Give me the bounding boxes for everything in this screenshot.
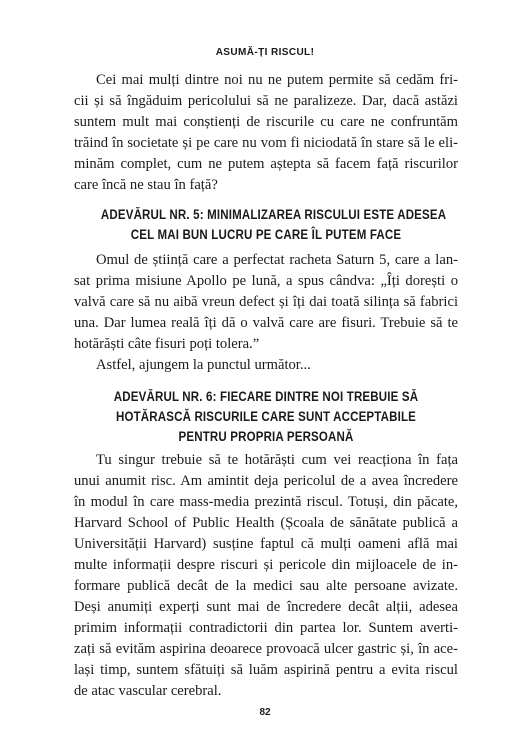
text-line: unui anumit risc. Am amintit deja pericolul de a avea încredere — [74, 473, 458, 489]
text-line: în modul în care mass-media prezintă riscul. Totuși, din păcate, — [74, 494, 458, 510]
section-heading-5 — [100, 205, 447, 245]
text-line: primim informații contradictorii din partea lor. Suntem averti- — [74, 620, 458, 636]
text-line: suntem mult mai conștienți de riscurile cu care ne confruntăm — [74, 114, 458, 130]
text-line: cii și să îngăduim pericolului să ne paralizeze. Dar, dacă astăzi — [74, 93, 458, 109]
text-line: sat prima misiune Apollo pe lună, a spus cândva: „Îți dorești o — [74, 273, 458, 289]
text-line: de atac vascular cerebral. — [74, 683, 222, 699]
heading-line: CEL MAI BUN LUCRU PE CARE ÎL PUTEM FACE — [130, 227, 402, 242]
text-line: lași timp, suntem sfătuiți să luăm aspirină pentru a evita riscul — [74, 662, 458, 678]
text-line: Cei mai mulți dintre noi nu ne putem permite să cedăm fri- — [96, 72, 458, 88]
heading-line: PENTRU PROPRIA PERSOANĂ — [178, 429, 354, 444]
text-line: zați să evităm aspirina deoarece provoacă ulcer gastric și, în ace- — [74, 641, 458, 657]
text-line: Universității Harvard) susține faptul că mulți oameni află mai — [74, 536, 458, 552]
heading-line: ADEVĂRUL NR. 5: MINIMALIZAREA RISCULUI ESTE ADESEA — [100, 207, 447, 222]
text-line: valvă care să nu aibă vreun defect și îți dai toată silința să fabrici — [74, 294, 458, 310]
text-line: minăm complet, cum ne putem aștepta să facem față riscurilor — [74, 156, 458, 172]
text-line: trăind în societate și pe care nu vom fi niciodată în stare să le eli- — [74, 135, 458, 151]
paragraph-2 — [74, 250, 458, 376]
page-number: 82 — [259, 707, 271, 718]
text-line: Tu singur trebuie să te hotărăști cum vei reacționa în fața — [96, 452, 458, 468]
paragraph-4 — [74, 450, 458, 702]
paragraph-3: Astfel, ajungem la punctul următor... — [96, 357, 311, 373]
text-line: una. Dar lumea reală îți dă o valvă care are fisuri. Trebuie să te — [74, 315, 458, 331]
text-line: Omul de știință care a perfectat racheta Saturn 5, care a lan- — [96, 252, 458, 268]
heading-line: HOTĂRASCĂ RISCURILE CARE SUNT ACCEPTABILE — [115, 409, 417, 424]
text-line: Harvard School of Public Health (Școala de sănătate publică a — [74, 515, 458, 531]
text-line: care încă ne stau în față? — [74, 177, 218, 193]
text-line: multe informații despre riscuri și pericole din mijloacele de in- — [74, 557, 458, 573]
text-line: hotărăști câte fisuri poți tolera.” — [74, 336, 260, 352]
section-heading-6 — [101, 387, 431, 447]
heading-line: ADEVĂRUL NR. 6: FIECARE DINTRE NOI TREBUIE SĂ — [113, 389, 419, 404]
paragraph-1 — [74, 70, 458, 196]
text-line: formare publică decât de la medici sau alte persoane avizate. — [74, 578, 458, 594]
text-line: Deși anumiți experți sunt mai de încredere decât alții, adesea — [74, 599, 458, 615]
running-head: ASUMĂ-ȚI RISCUL! — [215, 47, 315, 58]
